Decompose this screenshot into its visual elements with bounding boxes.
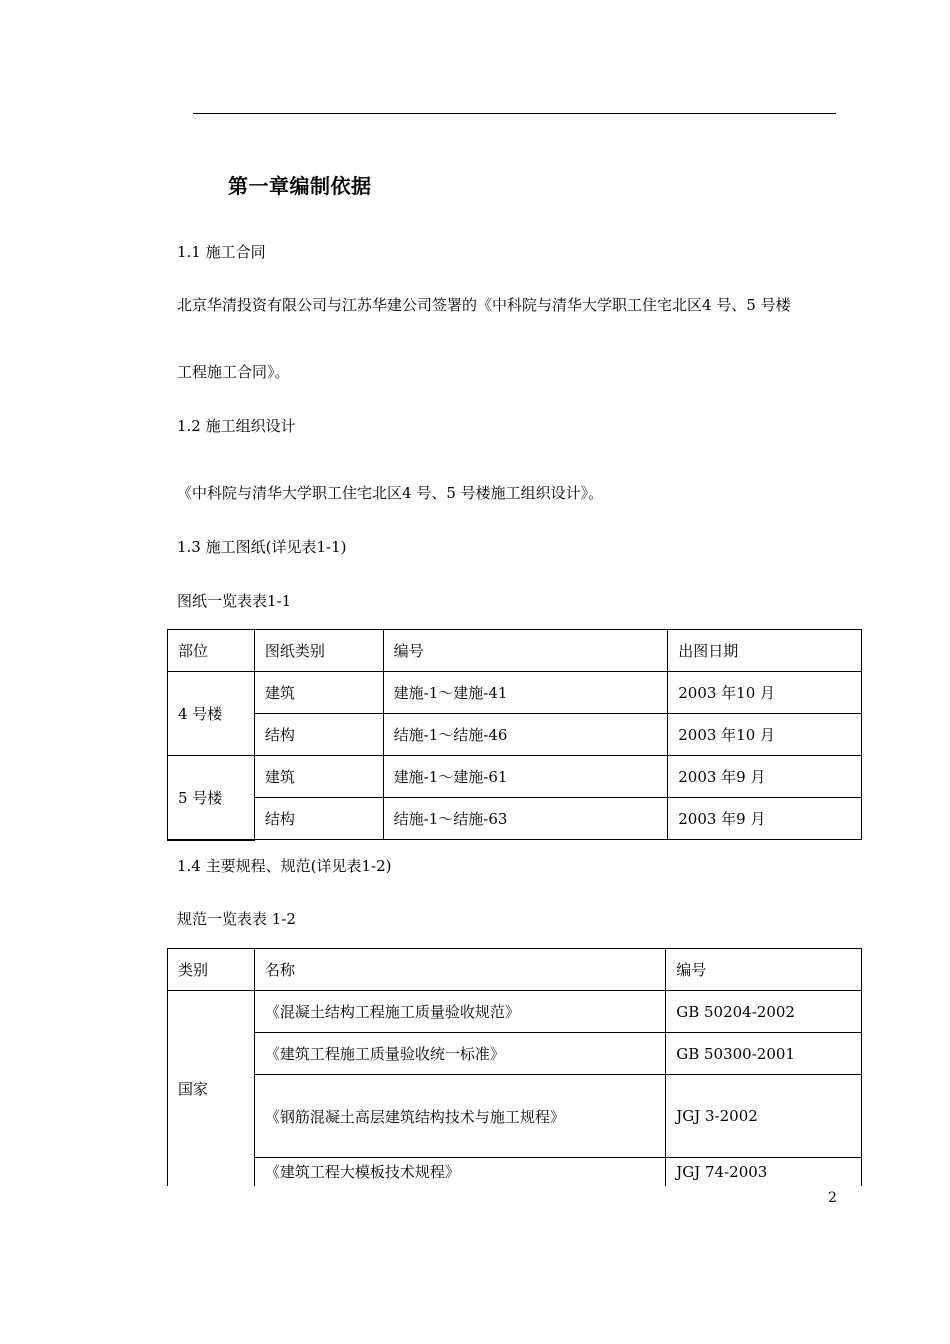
date-cell: 2003 年9 月 (668, 798, 862, 840)
page-number: 2 (828, 1190, 837, 1206)
section-1-2-para: 《中科院与清华大学职工住宅北区4 号、5 号楼施工组织设计》。 (177, 484, 604, 502)
header-cell: 名称 (254, 949, 665, 991)
drawings-table (167, 629, 862, 841)
name-cell: 《建筑工程大模板技术规程》 (254, 1158, 665, 1186)
date-cell: 2003 年9 月 (668, 756, 862, 798)
table-row (168, 756, 862, 798)
name-cell: 《建筑工程施工质量验收统一标准》 (254, 1033, 665, 1075)
name-cell: 《混凝土结构工程施工质量验收规范》 (254, 991, 665, 1033)
table-header-row (168, 949, 862, 991)
code-cell: 结施-1～结施-63 (383, 798, 668, 840)
table-row (168, 1075, 862, 1158)
section-1-2-heading: 1.2 施工组织设计 (177, 417, 296, 435)
name-cell: 《钢筋混凝土高层建筑结构技术与施工规程》 (254, 1075, 665, 1158)
type-cell: 结构 (254, 714, 383, 756)
table-row (168, 991, 862, 1033)
part-cell: 5 号楼 (168, 756, 255, 840)
table-1-2-caption: 规范一览表表 1-2 (177, 910, 296, 928)
code-cell: JGJ 74-2003 (666, 1158, 862, 1186)
section-1-4-heading: 1.4 主要规程、规范(详见表1-2) (177, 857, 392, 875)
section-1-1-para-line2: 工程施工合同》。 (177, 363, 290, 381)
standards-table (167, 948, 862, 1186)
table-row (168, 1033, 862, 1075)
header-cell: 编号 (383, 630, 668, 672)
code-cell: GB 50204-2002 (666, 991, 862, 1033)
code-cell: GB 50300-2001 (666, 1033, 862, 1075)
header-cell: 图纸类别 (254, 630, 383, 672)
section-1-3-heading: 1.3 施工图纸(详见表1-1) (177, 538, 347, 556)
type-cell: 结构 (254, 798, 383, 840)
date-cell: 2003 年10 月 (668, 714, 862, 756)
table-1-1-caption: 图纸一览表表1-1 (177, 592, 292, 610)
header-cell: 部位 (168, 630, 255, 672)
header-cell: 编号 (666, 949, 862, 991)
table-row (168, 798, 862, 840)
table-row (168, 1158, 862, 1186)
part-cell: 4 号楼 (168, 672, 255, 756)
code-cell: 建施-1～建施-41 (383, 672, 668, 714)
code-cell: JGJ 3-2002 (666, 1075, 862, 1158)
code-cell: 结施-1～结施-46 (383, 714, 668, 756)
date-cell: 2003 年10 月 (668, 672, 862, 714)
type-cell: 建筑 (254, 756, 383, 798)
category-cell: 国家 (168, 991, 255, 1186)
header-cell: 类别 (168, 949, 255, 991)
chapter-title: 第一章编制依据 (228, 174, 372, 198)
table-header-row (168, 630, 862, 672)
section-1-1-para-line1: 北京华清投资有限公司与江苏华建公司签署的《中科院与清华大学职工住宅北区4 号、5 号楼 (177, 296, 791, 314)
table-row (168, 714, 862, 756)
section-1-1-heading: 1.1 施工合同 (177, 243, 266, 261)
table-row (168, 672, 862, 714)
code-cell: 建施-1～建施-61 (383, 756, 668, 798)
header-cell: 出图日期 (668, 630, 862, 672)
header-rule (193, 113, 836, 114)
type-cell: 建筑 (254, 672, 383, 714)
